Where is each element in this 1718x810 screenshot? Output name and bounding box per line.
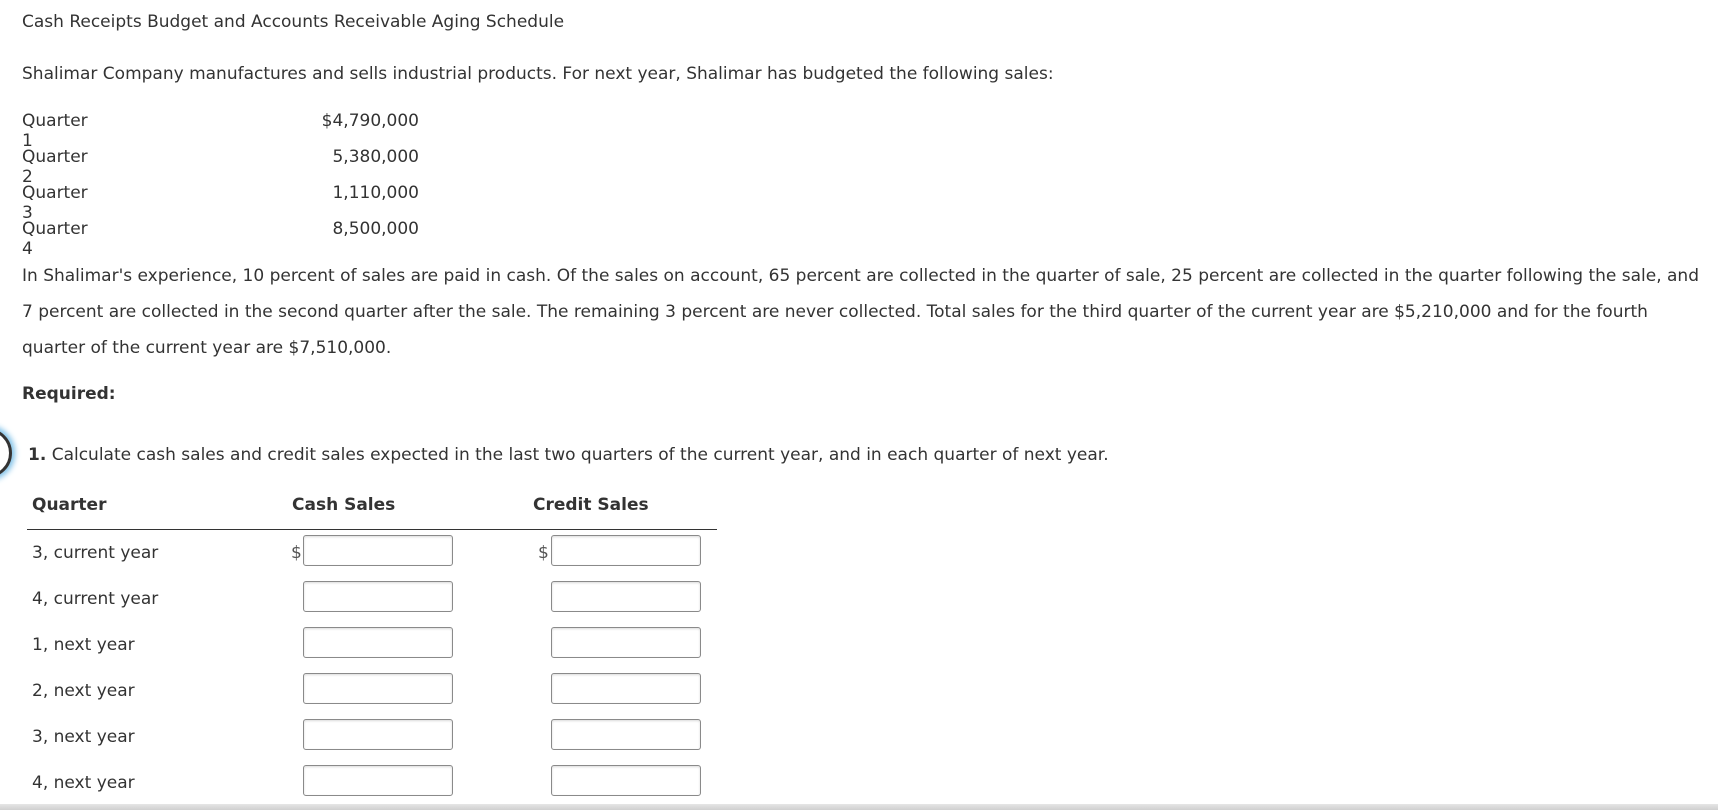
credit-sales-input[interactable] [551,719,701,750]
credit-sales-input[interactable] [551,673,701,704]
cash-sales-input[interactable] [303,719,453,750]
credit-sales-input[interactable] [551,581,701,612]
sales-amount: 8,500,000 [332,219,419,239]
cash-sales-input[interactable] [303,535,453,566]
sales-quarter-label: Quarter 4 [22,219,88,259]
dollar-sign: $ [291,543,302,563]
required-heading: Required: [22,384,116,404]
sales-quarter-label: Quarter 1 [22,111,88,151]
question-marker-circle [0,428,12,478]
table-row [27,530,717,576]
cash-sales-input[interactable] [303,627,453,658]
table-header [27,490,717,530]
header-cash-sales: Cash Sales [292,495,396,515]
table-row [27,760,717,806]
question-number: 1. [28,445,47,465]
credit-sales-input[interactable] [551,765,701,796]
question-1 [28,445,1109,465]
credit-sales-input[interactable] [551,627,701,658]
collection-paragraph: In Shalimar's experience, 10 percent of sales are paid in cash. Of the sales on account, 65 percent are collected in the quarter of sale, 25 percent are collected in the quarter following the sale, and 7 percent are collected in the second quarter after the sale. The remaining 3 percent are never collected. Total sales for the third quarter of the current year are $5,210,000 and for the fourth quarter of the current year are $7,510,000. [22,266,1699,358]
bottom-scroll-edge [0,804,1718,810]
row-label: 3, current year [32,543,159,563]
page-title: Cash Receipts Budget and Accounts Receivable Aging Schedule [22,12,565,32]
sales-quarter-label: Quarter 3 [22,183,88,223]
table-row [27,668,717,714]
row-label: 2, next year [32,681,135,701]
table-row [27,576,717,622]
dollar-sign: $ [538,543,549,563]
cash-sales-input[interactable] [303,765,453,796]
cash-sales-input[interactable] [303,581,453,612]
sales-amount: 5,380,000 [332,147,419,167]
question-text: Calculate cash sales and credit sales expected in the last two quarters of the current year, and in each quarter of next year. [51,445,1109,465]
header-quarter: Quarter [32,495,107,515]
sales-amount: $4,790,000 [321,111,419,131]
row-label: 3, next year [32,727,135,747]
row-label: 1, next year [32,635,135,655]
row-label: 4, next year [32,773,135,793]
table-row [27,622,717,668]
sales-amount: 1,110,000 [332,183,419,203]
cash-credit-sales-table [27,490,717,806]
intro-text: Shalimar Company manufactures and sells industrial products. For next year, Shalimar has budgeted the following sales: [22,64,1054,84]
table-row [27,714,717,760]
sales-quarter-label: Quarter 2 [22,147,88,187]
row-label: 4, current year [32,589,159,609]
credit-sales-input[interactable] [551,535,701,566]
cash-sales-input[interactable] [303,673,453,704]
header-credit-sales: Credit Sales [533,495,649,515]
